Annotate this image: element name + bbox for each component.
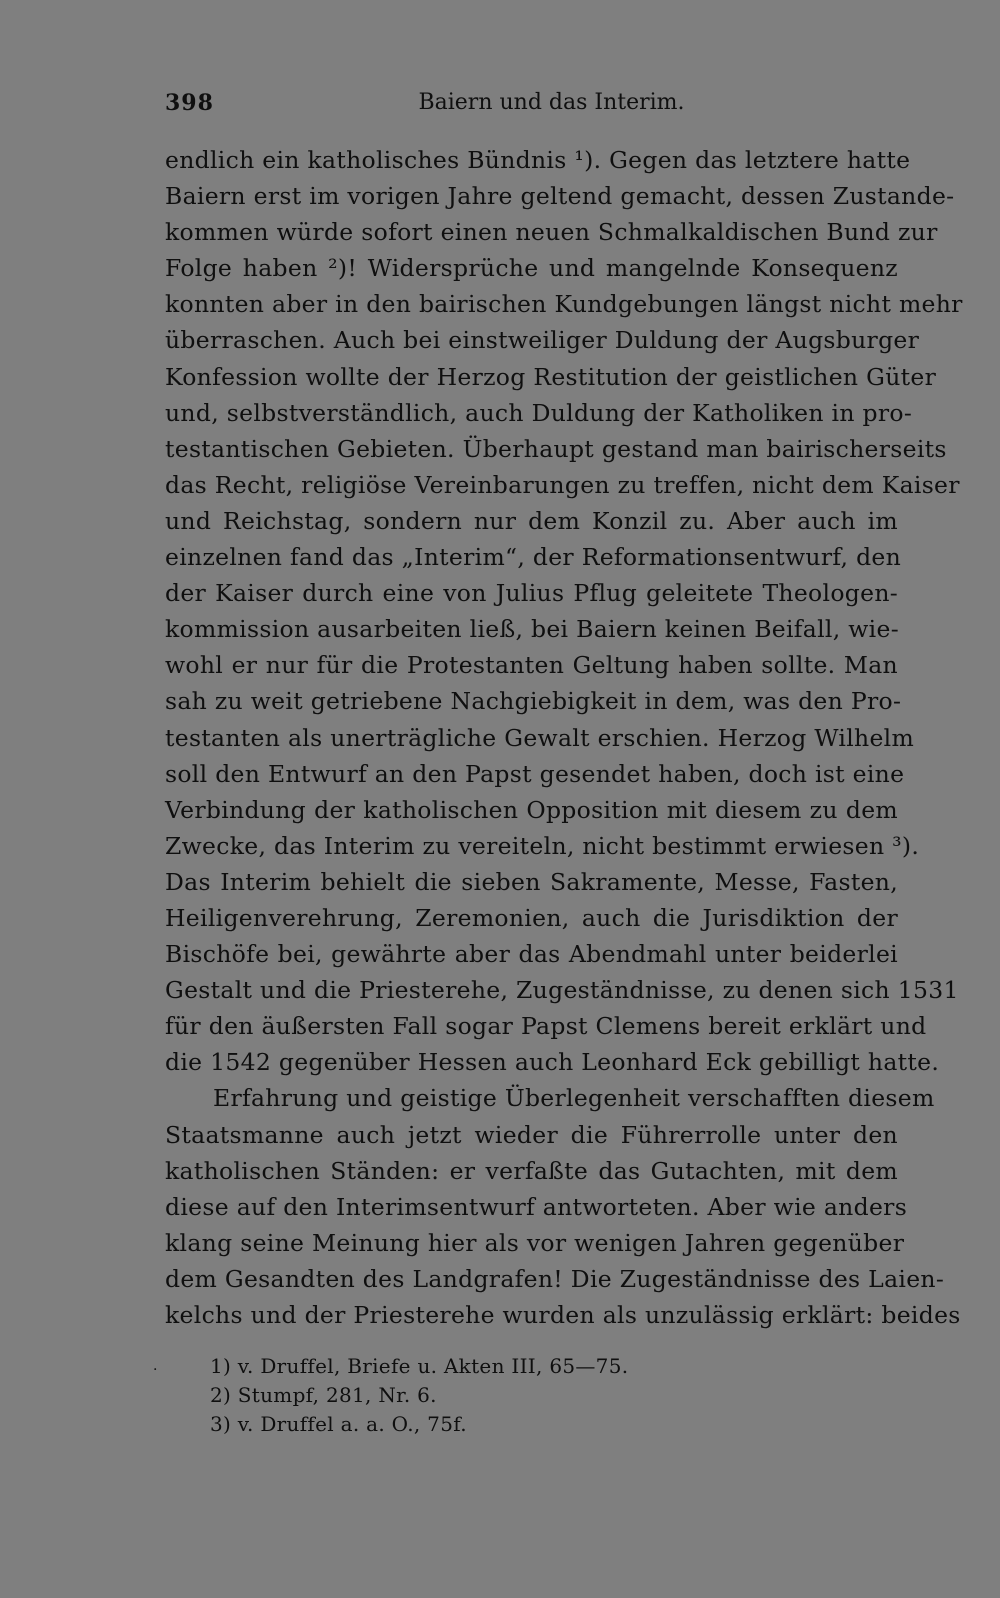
stray-dot-mark: · [153,1362,158,1378]
body-line-paragraph-start: Erfahrung und geistige Überlegenheit verschafften diesem [213,1084,935,1113]
body-line: Bischöfe bei, gewährte aber das Abendmahl unter beiderlei [165,940,898,969]
body-line: testanten als unerträgliche Gewalt erschien. Herzog Wilhelm [165,723,915,752]
body-line: konnten aber in den bairischen Kundgebungen längst nicht mehr [165,290,963,319]
body-line: dem Gesandten des Landgrafen! Die Zugeständnisse des Laien- [165,1264,945,1293]
body-line: überraschen. Auch bei einstweiliger Duldung der Augsburger [165,326,920,355]
body-line: kommen würde sofort einen neuen Schmalkaldischen Bund zur [165,218,938,247]
footnote-3: 3) v. Druffel a. a. O., 75f. [210,1412,467,1436]
running-head: Baiern und das Interim. [418,90,685,115]
body-line: und, selbstverständlich, auch Duldung der Katholiken in pro- [165,398,913,427]
body-line: sah zu weit getriebene Nachgiebigkeit in dem, was den Pro- [165,687,902,716]
body-line: für den äußersten Fall sogar Papst Clemens bereit erklärt und [165,1012,927,1041]
footnote-1: 1) v. Druffel, Briefe u. Akten III, 65—75. [210,1354,629,1378]
footnotes [210,1352,810,1439]
body-line: Gestalt und die Priesterehe, Zugeständnisse, zu denen sich 1531 [165,976,959,1005]
body-line: endlich ein katholisches Bündnis ¹). Gegen das letztere hatte [165,146,911,174]
body-line: katholischen Ständen: er verfaßte das Gutachten, mit dem [165,1156,898,1185]
body-line: Verbindung der katholischen Opposition mit diesem zu dem [165,795,898,824]
body-line: testantischen Gebieten. Überhaupt gestand man bairischerseits [165,434,947,463]
body-line: Konfession wollte der Herzog Restitution der geistlichen Güter [165,362,937,391]
body-line: klang seine Meinung hier als vor wenigen Jahren gegenüber [165,1228,905,1257]
body-line: Baiern erst im vorigen Jahre geltend gemacht, dessen Zustande- [165,182,955,211]
body-line: Zwecke, das Interim zu vereiteln, nicht bestimmt erwiesen ³). [165,831,920,860]
body-line: Das Interim behielt die sieben Sakramente, Messe, Fasten, [165,867,898,896]
body-line: diese auf den Interimsentwurf antworteten. Aber wie anders [165,1192,908,1221]
body-line: kelchs und der Priesterehe wurden als unzulässig erklärt: beides [165,1301,961,1329]
page-number: 398 [165,90,214,116]
body-line: kommission ausarbeiten ließ, bei Baiern keinen Beifall, wie- [165,615,899,644]
body-line: einzelnen fand das „Interim“, der Reformationsentwurf, den [165,543,902,572]
page-header [165,88,898,118]
body-line: und Reichstag, sondern nur dem Konzil zu. Aber auch im [165,506,898,535]
body-line: Staatsmanne auch jetzt wieder die Führerrolle unter den [165,1120,898,1149]
body-line-paragraph-end: die 1542 gegenüber Hessen auch Leonhard Eck gebilligt hatte. [165,1048,940,1077]
body-line: Folge haben ²)! Widersprüche und mangelnde Konsequenz [165,254,898,283]
body-line: Heiligenverehrung, Zeremonien, auch die Jurisdiktion der [165,903,898,932]
body-line: der Kaiser durch eine von Julius Pflug geleitete Theologen- [165,579,898,608]
body-line: soll den Entwurf an den Papst gesendet haben, doch ist eine [165,759,905,788]
footnote-2: 2) Stumpf, 281, Nr. 6. [210,1383,437,1407]
body-line: wohl er nur für die Protestanten Geltung haben sollte. Man [165,651,898,680]
body-line: das Recht, religiöse Vereinbarungen zu treffen, nicht dem Kaiser [165,470,960,499]
body-text [165,142,963,1333]
